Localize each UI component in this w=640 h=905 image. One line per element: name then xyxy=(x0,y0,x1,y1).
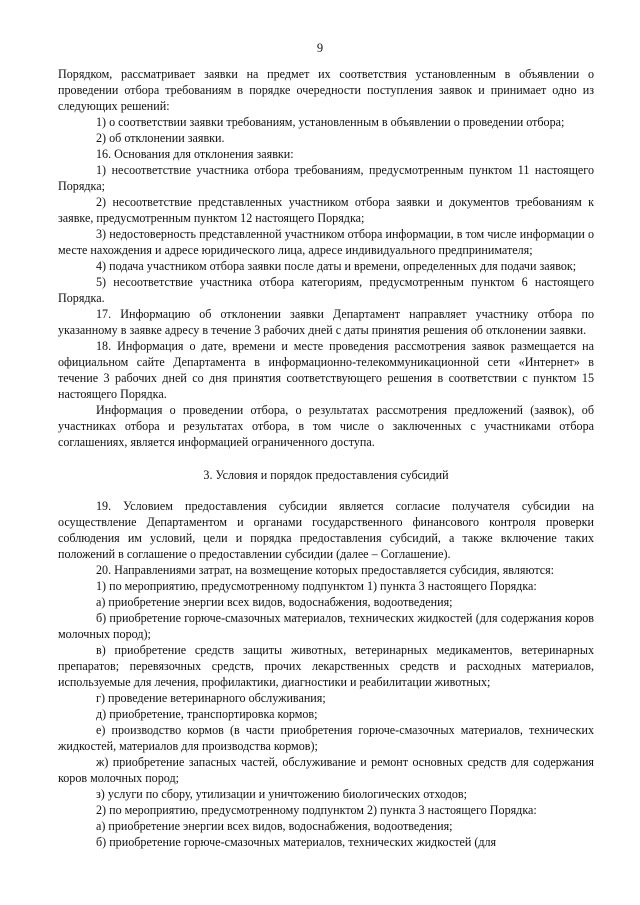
list-item: а) приобретение энергии всех видов, водоснабжения, водоотведения; xyxy=(96,595,453,609)
list-item: д) приобретение, транспортировка кормов; xyxy=(96,707,318,721)
list-item: а) приобретение энергии всех видов, водоснабжения, водоотведения; xyxy=(96,819,453,833)
list-item: е) производство кормов (в части приобретения горюче-смазочных материалов, технических жидкостей, материалов для производства кормов); xyxy=(58,723,594,753)
list-item: 3) недостоверность представленной участником отбора информации, в том числе информации о месте нахождения и адресе юридического лица, адресе индивидуального предпринимателя; xyxy=(58,227,594,257)
list-item: 2) несоответствие представленных участником отбора заявки и документов требованиям к заявке, предусмотренным пунктом 12 настоящего Порядка; xyxy=(58,195,594,225)
paragraph: Информация о проведении отбора, о результатах рассмотрения предложений (заявок), об участниках отбора и результатах отбора, в том числе о заключенных с участниками отбора соглашениях, является информацией ограниченного доступа. xyxy=(58,403,594,449)
list-item: б) приобретение горюче-смазочных материалов, технических жидкостей (для xyxy=(96,835,497,849)
list-item: 1) по мероприятию, предусмотренному подпунктом 1) пункта 3 настоящего Порядка: xyxy=(96,579,537,593)
list-item: з) услуги по сбору, утилизации и уничтожению биологических отходов; xyxy=(96,787,468,801)
list-item: ж) приобретение запасных частей, обслуживание и ремонт основных средств для содержания коров молочных пород; xyxy=(58,755,594,785)
section-heading: 3. Условия и порядок предоставления субсидий xyxy=(203,468,449,482)
list-item: 4) подача участником отбора заявки после даты и времени, определенных для подачи заявок; xyxy=(96,259,577,273)
list-item: 2) об отклонении заявки. xyxy=(96,131,225,145)
list-item: 5) несоответствие участника отбора категориям, предусмотренным пунктом 6 настоящего Порядка. xyxy=(58,275,594,305)
list-item: 1) несоответствие участника отбора требованиям, предусмотренным пунктом 11 настоящего Порядка; xyxy=(58,163,594,193)
document-body xyxy=(58,66,594,850)
page-number: 9 xyxy=(316,41,324,55)
list-item: б) приобретение горюче-смазочных материалов, технических жидкостей (для содержания коров молочных пород); xyxy=(58,611,594,641)
clause-20: 20. Направлениями затрат, на возмещение которых предоставляется субсидия, являются: xyxy=(96,563,555,577)
clause-16: 16. Основания для отклонения заявки: xyxy=(96,147,294,161)
clause-18: 18. Информация о дате, времени и месте проведения рассмотрения заявок размещается на официальном сайте Департамента в информационно-телекоммуникационной сети «Интернет» в течение 3 рабочих дней со дня принятия соответствующего решения в соответствии с пунктом 15 настоящего Порядка. xyxy=(58,339,594,401)
list-item: г) проведение ветеринарного обслуживания; xyxy=(96,691,326,705)
list-item: в) приобретение средств защиты животных, ветеринарных медикаментов, ветеринарных препаратов; перевязочных средств, прочих лекарственных средств и расходных материалов, используемые для лечения, профилактики, диагностики и реабилитации животных; xyxy=(58,643,594,689)
list-item: 1) о соответствии заявки требованиям, установленным в объявлении о проведении отбора; xyxy=(96,115,565,129)
clause-17: 17. Информацию об отклонении заявки Департамент направляет участнику отбора по указанному в заявке адресу в течение 3 рабочих дней с даты принятия решения об отклонении заявки. xyxy=(58,307,594,337)
list-item: 2) по мероприятию, предусмотренному подпунктом 2) пункта 3 настоящего Порядка: xyxy=(96,803,537,817)
clause-19: 19. Условием предоставления субсидии является согласие получателя субсидии на осуществление Департаментом и органами государственного финансового контроля проверки соблюдения им условий, цели и порядка предоставления субсидий, а также включение таких положений в соглашение о предоставлении субсидии (далее – Соглашение). xyxy=(58,499,594,561)
paragraph: Порядком, рассматривает заявки на предмет их соответствия установленным в объявлении о проведении отбора требованиям в порядке очередности поступления заявок и принимает одно из следующих решений: xyxy=(58,67,594,113)
